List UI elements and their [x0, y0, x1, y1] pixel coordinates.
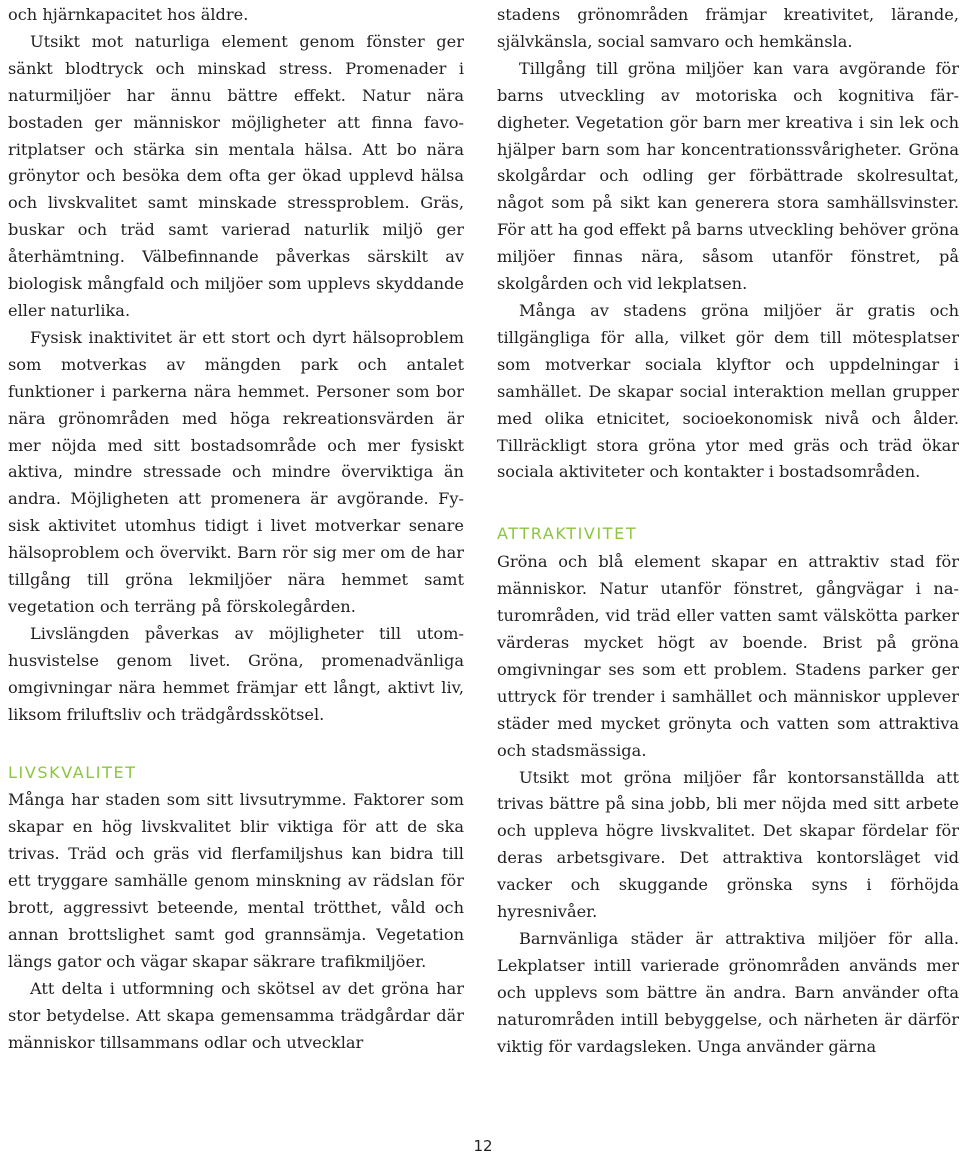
section-heading-attraktivitet: ATTRAKTIVITET — [497, 524, 638, 544]
body-paragraph: stadens grönområden främjar kreativitet, lärande, självkänsla, social samvaro och hemkänsla. — [497, 5, 959, 51]
body-paragraph: Gröna och blå element skapar en attraktiv stad för människor. Natur utanför fönstret, gångvägar i naturområden, vid träd eller vatten samt välskötta parker värderas mycket högt av boende. Brist på gröna omgivningar ses som ett problem. Stadens parker ger uttryck för trender i samhället och människor upplever städer med mycket grönyta och vatten som attraktiva och stadsmässiga. — [497, 552, 959, 760]
body-paragraph: Tillgång till gröna miljöer kan vara avgörande för barns utveckling av motoriska och kognitiva färdigheter. Vegetation gör barn mer kreativa i sin lek och hjälper barn som har koncentrationssvårigheter. Gröna skolgårdar och odling ger förbättrade skolresultat, något som på sikt kan generera stora samhällsvinster. För att ha god effekt på barns utveckling behöver gröna miljöer finnas nära, såsom utanför fönstret, på skolgården och vid lekplatsen. — [497, 58, 959, 294]
body-paragraph: Att delta i utformning och skötsel av det gröna har stor betydelse. Att skapa gemensamma trädgårdar där människor tillsammans odlar och utvecklar — [8, 978, 464, 1052]
page-number: 12 — [473, 1137, 493, 1155]
left-column — [8, 2, 464, 1057]
right-column — [497, 2, 959, 1061]
section-heading-livskvalitet: LIVSKVALITET — [8, 763, 137, 783]
body-paragraph: Utsikt mot naturliga element genom fönster ger sänkt blodtryck och minskad stress. Promenader i naturmiljöer har ännu bättre effekt. Natur nära bostaden ger människor möjligheter att finna favoritplatser och stärka sin mentala hälsa. Att bo nära grönytor och besöka dem ofta ger ökad upplevd hälsa och livskvalitet samt minskade stressproblem. Gräs, buskar och träd samt varierad naturlik miljö ger återhämtning. Välbefinnande påverkas särskilt av biologisk mångfald och miljöer som upplevs skyddande eller naturlika. — [8, 31, 464, 320]
body-paragraph: och hjärnkapacitet hos äldre. — [8, 5, 249, 24]
body-paragraph: Fysisk inaktivitet är ett stort och dyrt hälsoproblem som motverkas av mängden park och antalet funktioner i parkerna nära hemmet. Personer som bor nära grönområden med höga rekreationsvärden är mer nöjda med sitt bostadsområde och mer fysiskt aktiva, mindre stressade och mindre överviktiga än andra. Möjligheten att promenera är avgörande. Fysisk aktivitet utomhus tidigt i livet motverkar senare hälsoproblem och övervikt. Barn rör sig mer om de har tillgång till gröna lekmiljöer nära hemmet samt vegetation och terräng på förskolegården. — [8, 327, 464, 616]
body-paragraph: Många har staden som sitt livsutrymme. Faktorer som skapar en hög livskvalitet blir viktiga för att de ska trivas. Träd och gräs vid flerfamiljshus kan bidra till ett tryggare samhälle genom minskning av rädslan för brott, aggressivt beteende, mental trötthet, våld och annan brottslighet samt god grannsämja. Vegetation längs gator och vägar skapar säkrare trafikmiljöer. — [8, 790, 464, 971]
body-paragraph: Utsikt mot gröna miljöer får kontorsanställda att trivas bättre på sina jobb, bli mer nöjda med sitt arbete och uppleva högre livskvalitet. Det skapar fördelar för deras arbetsgivare. Det attraktiva kontorsläget vid vacker och skuggande grönska syns i förhöjda hyresnivåer. — [497, 767, 959, 922]
body-paragraph: Barnvänliga städer är attraktiva miljöer för alla. Lekplatser intill varierade grönområden används mer och upplevs som bättre än andra. Barn använder ofta naturområden intill bebyggelse, och närheten är därför viktig för vardagsleken. Unga använder gärna — [497, 929, 959, 1056]
body-paragraph: Livslängden påverkas av möjligheter till utomhusvistelse genom livet. Gröna, promenadvänliga omgivningar nära hemmet främjar ett långt, aktivt liv, liksom friluftsliv och trädgårdsskötsel. — [8, 623, 464, 724]
body-paragraph: Många av stadens gröna miljöer är gratis och tillgängliga för alla, vilket gör dem till mötesplatser som motverkar sociala klyftor och uppdelningar i samhället. De skapar social interaktion mellan grupper med olika etnicitet, socioekonomisk nivå och ålder. Tillräckligt stora gröna ytor med gräs och träd ökar sociala aktiviteter och kontakter i bostadsområden. — [497, 300, 959, 482]
